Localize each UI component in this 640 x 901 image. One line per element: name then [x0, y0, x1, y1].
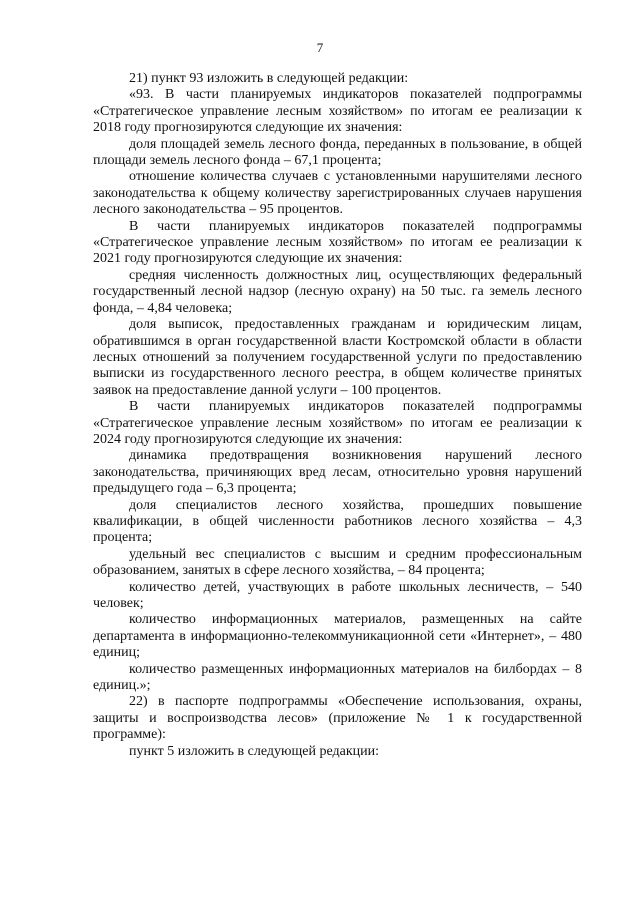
paragraph: доля выписок, предоставленных гражданам и юридическим лицам, обратившимся в орган государственной власти Костромской области в области лесных отношений за получением государственной услуги по предоставлению выписки из государственного лесного реестра, в общем количестве принятых заявок на предоставление данной услуги – 100 процентов. — [93, 317, 582, 398]
paragraph: В части планируемых индикаторов показателей подпрограммы «Стратегическое управление лесным хозяйством» по итогам ее реализации к 2021 году прогнозируются следующие их значения: — [93, 218, 582, 267]
paragraph: 21) пункт 93 изложить в следующей редакции: — [129, 71, 409, 86]
paragraph: отношение количества случаев с установленными нарушителями лесного законодательства к общему количеству зарегистрированных случаев нарушения лесного законодательства – 95 процентов. — [93, 169, 582, 218]
paragraph: количество размещенных информационных материалов на билбордах – 8 единиц.»; — [93, 661, 582, 694]
paragraph: доля площадей земель лесного фонда, переданных в пользование, в общей площади земель лесного фонда – 67,1 процента; — [93, 136, 582, 169]
paragraph: доля специалистов лесного хозяйства, прошедших повышение квалификации, в общей численности работников лесного хозяйства – 4,3 процента; — [93, 497, 582, 546]
paragraph: количество детей, участвующих в работе школьных лесничеств, – 540 человек; — [93, 579, 582, 611]
page-number: 7 — [316, 40, 324, 55]
paragraph: «93. В части планируемых индикаторов показателей подпрограммы «Стратегическое управление лесным хозяйством» по итогам ее реализации к 2018 году прогнозируются следующие их значения: — [93, 87, 582, 136]
paragraph: пункт 5 изложить в следующей редакции: — [129, 743, 379, 759]
paragraph: удельный вес специалистов с высшим и средним профессиональным образованием, занятых в сфере лесного хозяйства, – 84 процента; — [93, 546, 582, 579]
paragraph: В части планируемых индикаторов показателей подпрограммы «Стратегическое управление лесным хозяйством» по итогам ее реализации к 2024 году прогнозируются следующие их значения: — [93, 399, 582, 447]
paragraph: динамика предотвращения возникновения нарушений лесного законодательства, причиняющих вред лесам, относительно уровня нарушений предыдущего года – 6,3 процента; — [93, 448, 582, 497]
paragraph: количество информационных материалов, размещенных на сайте департамента в информационно-телекоммуникационной сети «Интернет», – 480 единиц; — [93, 612, 582, 661]
paragraph: средняя численность должностных лиц, осуществляющих федеральный государственный лесной надзор (лесную охрану) на 50 тыс. га земель лесного фонда, – 4,84 человека; — [93, 267, 582, 316]
document-body — [93, 71, 582, 760]
paragraph: 22) в паспорте подпрограммы «Обеспечение использования, охраны, защиты и воспроизводства лесов» (приложение № 1 к государственной программе): — [93, 694, 582, 743]
